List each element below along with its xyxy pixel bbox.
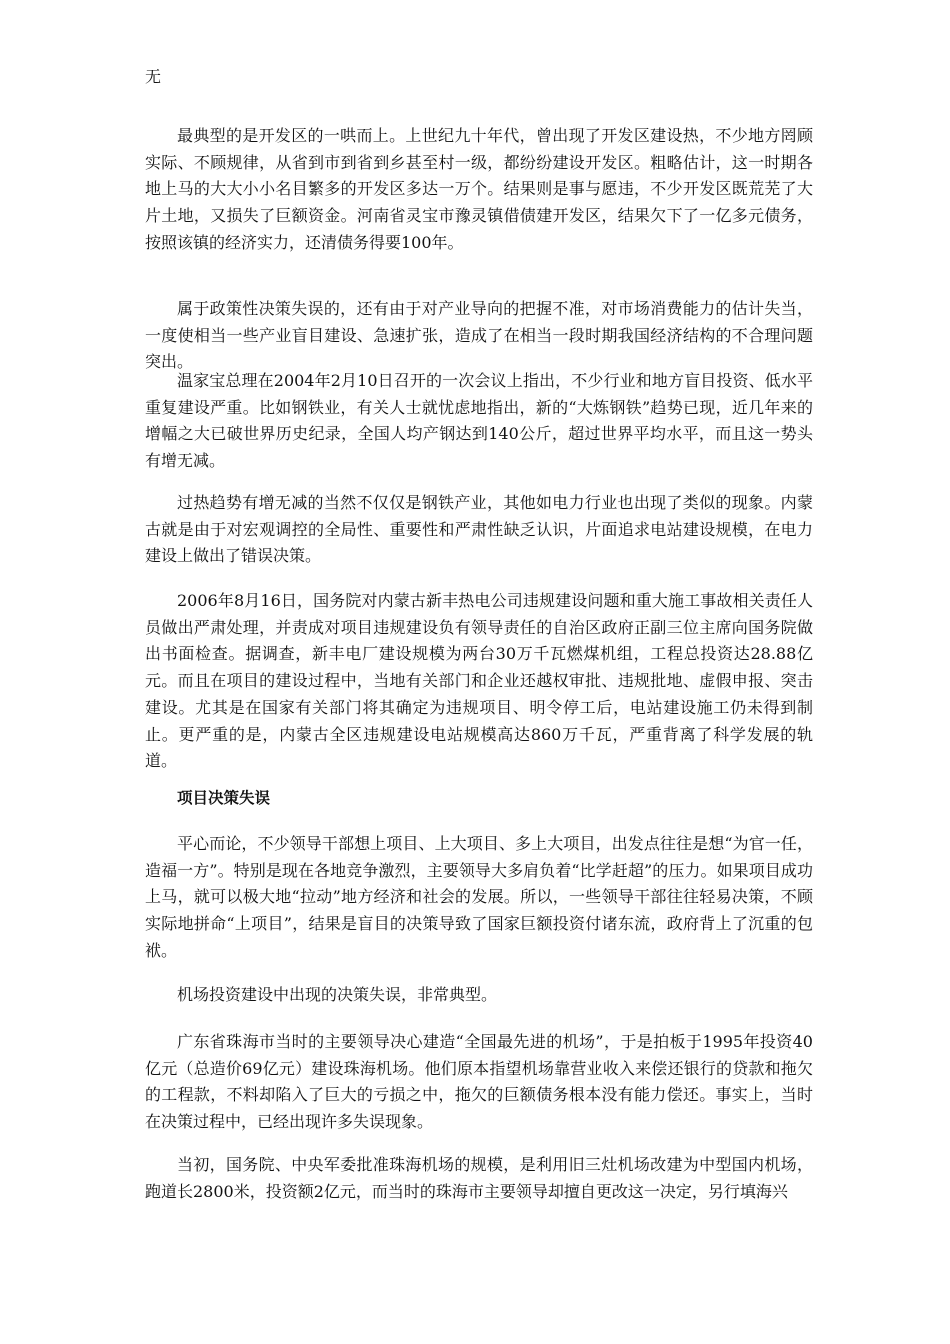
paragraph-3: 温家宝总理在2004年2月10日召开的一次会议上指出，不少行业和地方盲目投资、低水平重复建设严重。比如钢铁业，有关人士就忧虑地指出，新的“大炼钢铁”趋势已现，近几年来的增幅之大已破世界历史纪录，全国人均产钢达到140公斤，超过世界平均水平，而且这一势头有增无减。 <box>145 371 813 471</box>
paragraph-4: 过热趋势有增无减的当然不仅仅是钢铁产业，其他如电力行业也出现了类似的现象。内蒙古就是由于对宏观调控的全局性、重要性和严肃性缺乏认识，片面追求电站建设规模，在电力建设上做出了错误决策。 <box>145 493 813 566</box>
paragraph-2: 属于政策性决策失误的，还有由于对产业导向的把握不准，对市场消费能力的估计失当，一度使相当一些产业盲目建设、急速扩张，造成了在相当一段时期我国经济结构的不合理问题突出。 <box>145 299 813 372</box>
paragraph-5: 2006年8月16日，国务院对内蒙古新丰热电公司违规建设问题和重大施工事故相关责任人员做出严肃处理，并责成对项目违规建设负有领导责任的自治区政府正副三位主席向国务院做出书面检查。据调查，新丰电厂建设规模为两台30万千瓦燃煤机组，工程总投资达28.88亿元。而且在项目的建设过程中，当地有关部门和企业还越权审批、违规批地、虚假申报、突击建设。尤其是在国家有关部门将其确定为违规项目、明令停工后，电站建设施工仍未得到制止。更严重的是，内蒙古全区违规建设电站规模高达860万千瓦，严重背离了科学发展的轨道。 <box>145 591 813 771</box>
section-heading: 项目决策失误 <box>177 789 271 807</box>
paragraph-1: 最典型的是开发区的一哄而上。上世纪九十年代，曾出现了开发区建设热，不少地方罔顾实际、不顾规律，从省到市到省到乡甚至村一级，都纷纷建设开发区。粗略估计，这一时期各地上马的大大小小名目繁多的开发区多达一万个。结果则是事与愿违，不少开发区既荒芜了大片土地，又损失了巨额资金。河南省灵宝市豫灵镇借债建开发区，结果欠下了一亿多元债务，按照该镇的经济实力，还清债务得要100年。 <box>145 126 813 252</box>
paragraph-7: 机场投资建设中出现的决策失误，非常典型。 <box>177 985 498 1004</box>
paragraph-6: 平心而论，不少领导干部想上项目、上大项目、多上大项目，出发点往往是想“为官一任，造福一方”。特别是现在各地竞争激烈，主要领导大多肩负着“比学赶超”的压力。如果项目成功上马，就可以极大地“拉动”地方经济和社会的发展。所以，一些领导干部往往轻易决策，不顾实际地拼命“上项目”，结果是盲目的决策导致了国家巨额投资付诸东流，政府背上了沉重的包袱。 <box>145 834 813 960</box>
paragraph-9: 当初，国务院、中央军委批准珠海机场的规模，是利用旧三灶机场改建为中型国内机场，跑道长2800米，投资额2亿元，而当时的珠海市主要领导却擅自更改这一决定，另行填海兴 <box>145 1155 813 1201</box>
paragraph-8: 广东省珠海市当时的主要领导决心建造“全国最先进的机场”，于是拍板于1995年投资40亿元（总造价69亿元）建设珠海机场。他们原本指望机场靠营业收入来偿还银行的贷款和拖欠的工程款，不料却陷入了巨大的亏损之中，拖欠的巨额债务根本没有能力偿还。事实上，当时在决策过程中，已经出现许多失误现象。 <box>145 1032 813 1132</box>
header-text: 无 <box>145 67 162 86</box>
